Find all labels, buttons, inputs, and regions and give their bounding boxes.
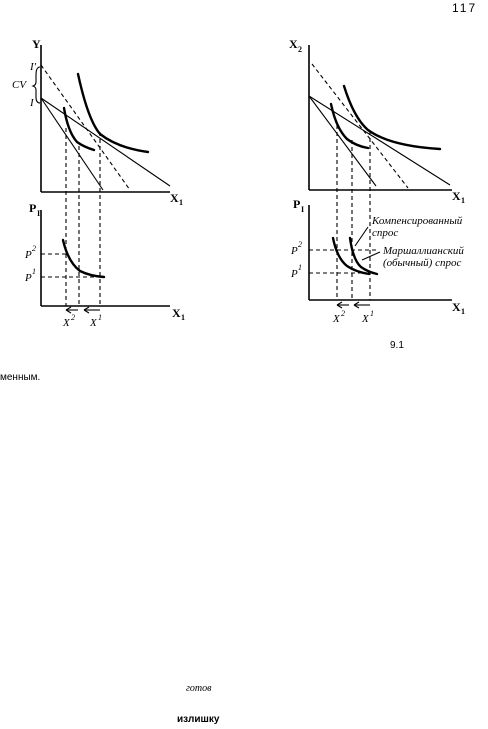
right-top-y-label: X bbox=[289, 37, 298, 51]
right-p2-label: P bbox=[291, 245, 298, 257]
right-bottom-panel bbox=[290, 197, 465, 325]
left-x1-label: X bbox=[90, 317, 97, 329]
right-budget-line-new bbox=[309, 96, 376, 186]
right-bottom-y-label: P bbox=[293, 197, 301, 211]
compensated-demand-label-1: Компенсированный bbox=[372, 215, 463, 227]
left-bottom-x-sub: 1 bbox=[181, 313, 185, 322]
right-x1-sup: 1 bbox=[370, 309, 374, 318]
right-bottom-y-sub: I bbox=[301, 205, 305, 214]
compensated-leader-line bbox=[355, 227, 368, 246]
right-p2-sup: 2 bbox=[298, 240, 302, 249]
label-cv: CV bbox=[12, 79, 27, 91]
label-i: I bbox=[30, 97, 34, 109]
indifference-curve-high bbox=[78, 74, 148, 152]
marshallian-leader-line bbox=[362, 252, 380, 260]
budget-line-initial bbox=[41, 98, 170, 186]
left-bottom-y-label: P bbox=[29, 201, 37, 215]
budget-line-compensated bbox=[41, 65, 130, 190]
marshallian-demand-label-2: (обычный) спрос bbox=[383, 257, 462, 269]
right-budget-line-compensated bbox=[312, 64, 408, 188]
left-p1-label: P bbox=[25, 272, 32, 284]
left-x1-sup: 1 bbox=[98, 313, 102, 322]
left-bottom-panel bbox=[24, 201, 185, 329]
marshallian-demand-label-1: Маршаллианский bbox=[383, 245, 464, 257]
left-x2-sup: 2 bbox=[71, 313, 75, 322]
left-bottom-y-sub: I bbox=[37, 209, 41, 218]
right-top-x-sub: 1 bbox=[461, 196, 465, 205]
left-top-y-label: Y bbox=[32, 37, 41, 51]
label-i-prime: I′ bbox=[30, 61, 37, 73]
left-bottom-x-label: X bbox=[172, 306, 181, 320]
figure-caption: 9.1 bbox=[390, 340, 404, 351]
body-word-surplus: излишку bbox=[177, 714, 220, 725]
body-text-fragment: менным. bbox=[0, 372, 41, 383]
right-bottom-x-sub: 1 bbox=[461, 307, 465, 316]
right-top-y-sub: 2 bbox=[298, 45, 302, 54]
right-x1-label: X bbox=[362, 313, 369, 325]
left-top-x-sub: 1 bbox=[179, 198, 183, 207]
page-number: 117 bbox=[452, 1, 478, 15]
left-top-panel bbox=[12, 37, 183, 306]
budget-line-new bbox=[41, 98, 103, 190]
right-budget-line-initial bbox=[309, 96, 450, 185]
left-demand-curve bbox=[63, 240, 104, 277]
compensated-demand-label-2: спрос bbox=[372, 227, 399, 239]
right-p1-label: P bbox=[291, 268, 298, 280]
left-x2-label: X bbox=[63, 317, 70, 329]
left-p2-label: P bbox=[25, 249, 32, 261]
right-p1-sup: 1 bbox=[298, 263, 302, 272]
right-indifference-curve-high bbox=[344, 86, 440, 149]
right-x2-sup: 2 bbox=[341, 309, 345, 318]
right-x2-label: X bbox=[333, 313, 340, 325]
left-p2-sup: 2 bbox=[32, 244, 36, 253]
left-p1-sup: 1 bbox=[32, 267, 36, 276]
right-bottom-x-label: X bbox=[452, 300, 461, 314]
right-top-x-label: X bbox=[452, 189, 461, 203]
left-top-x-label: X bbox=[170, 191, 179, 205]
body-word-ready: готов bbox=[186, 683, 212, 694]
